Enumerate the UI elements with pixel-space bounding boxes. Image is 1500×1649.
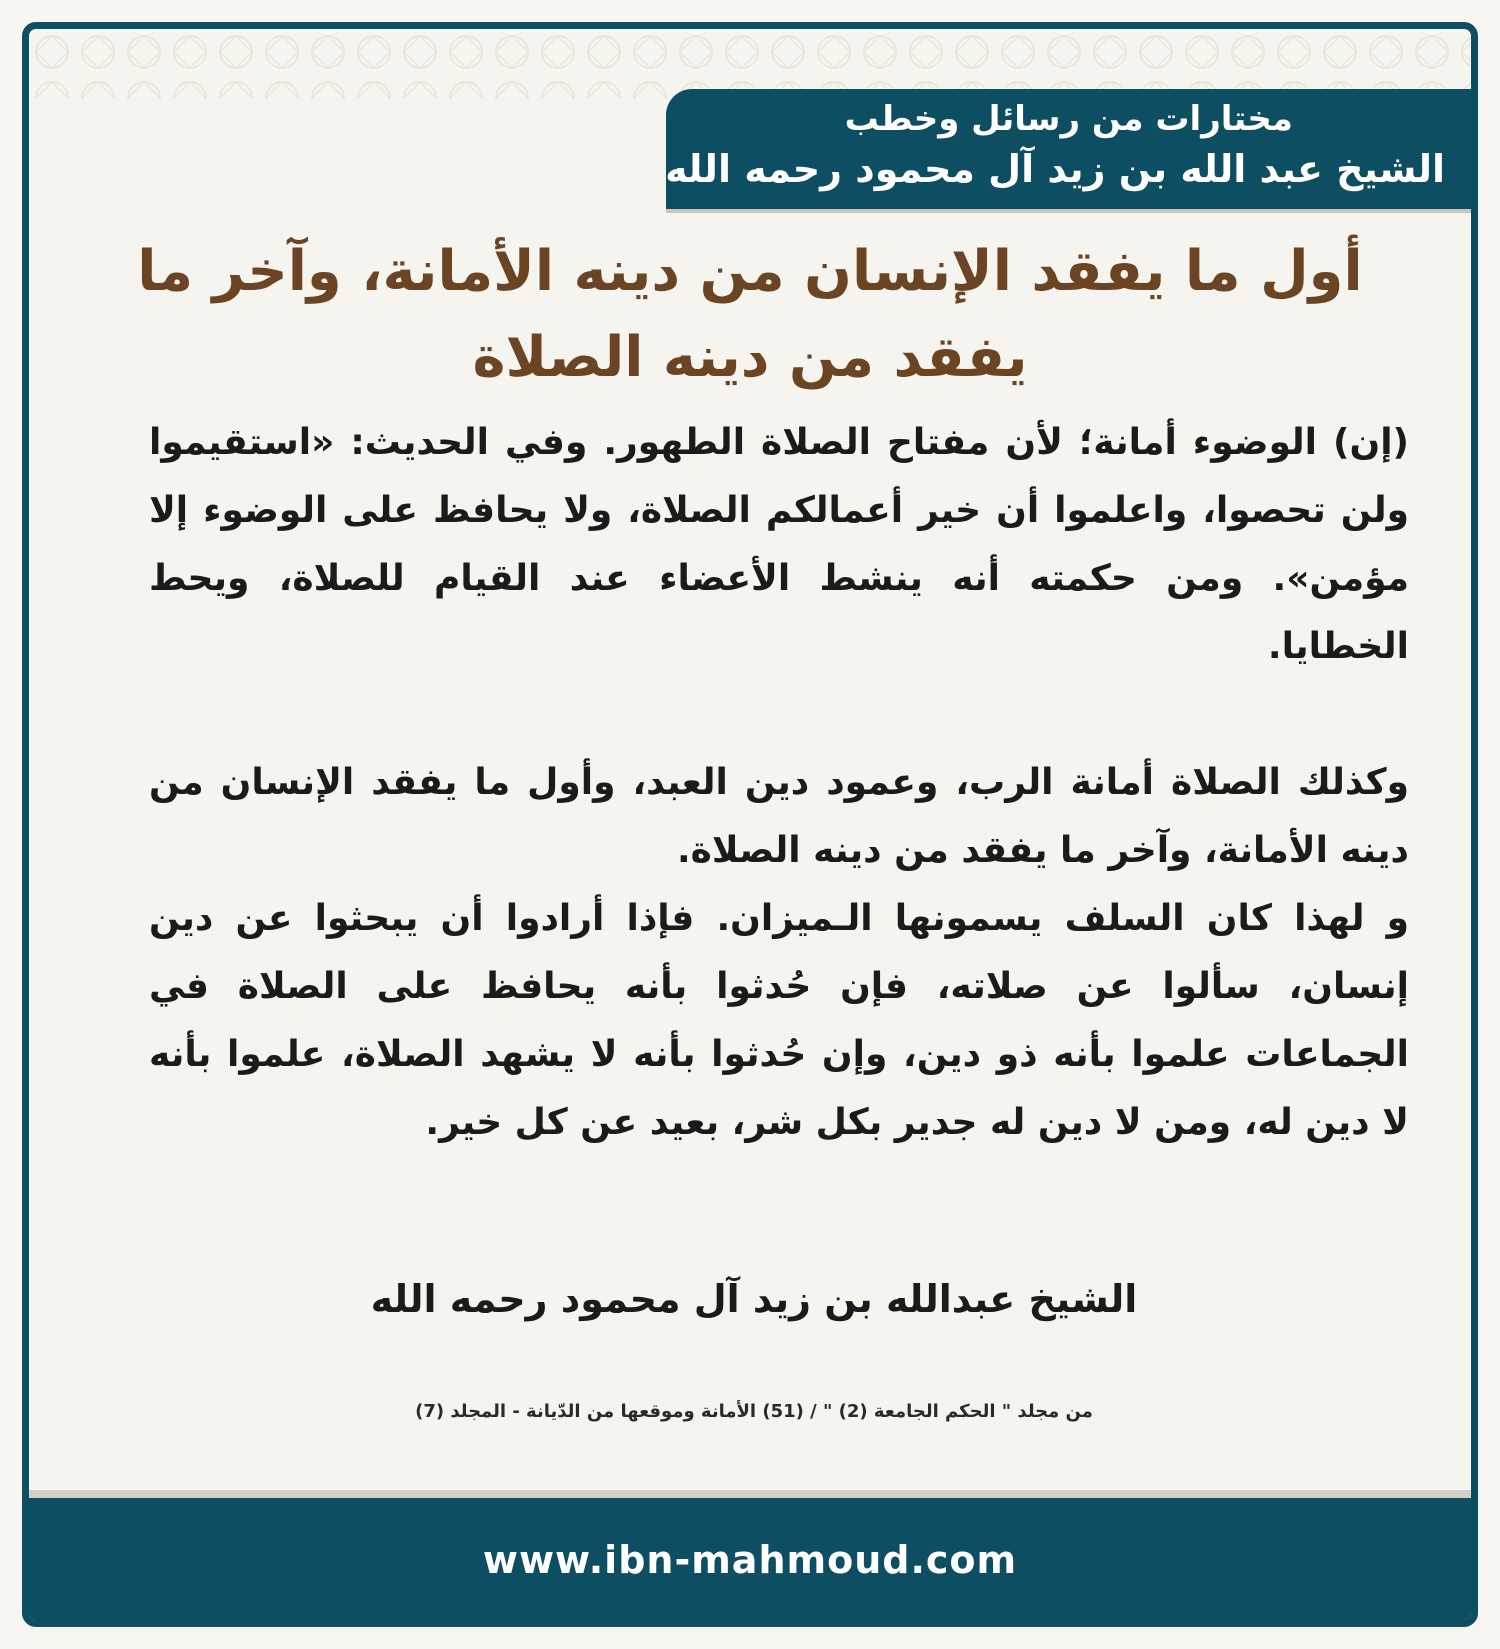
source-citation: من مجلد " الحكم الجامعة (2) " / (51) الأمانة وموقعها من الدّيانة - المجلد (7)	[415, 1401, 1093, 1422]
signature: الشيخ عبدالله بن زيد آل محمود رحمه الله	[370, 1277, 1138, 1321]
footer-divider	[29, 1490, 1471, 1498]
website-link[interactable]: www.ibn-mahmoud.com	[482, 1538, 1018, 1582]
body-paragraph-3: و لهذا كان السلف يسمونها الـميزان. فإذا أرادوا أن يبحثوا عن دين إنسان، سألوا عن صلاته، فإن حُدثوا بأنه يحافظ على الصلاة في الجماعات علموا بأنه ذو دين، وإن حُدثوا بأنه لا يشهد الصلاة، علموا بأنه لا دين له، ومن لا دين له جدير بكل شر، بعيد عن كل خير.	[149, 898, 1409, 1143]
header-author-name: الشيخ عبد الله بن زيد آل محمود رحمه الله	[665, 147, 1445, 191]
header-banner	[666, 89, 1471, 209]
body-paragraph-1: (إن) الوضوء أمانة؛ لأن مفتاح الصلاة الطهور. وفي الحديث: «استقيموا ولن تحصوا، واعلموا أن خير أعمالكم الصلاة، ولا يحافظ على الوضوء إلا مؤمن». ومن حكمته أنه ينشط الأعضاء عند القيام للصلاة، ويحط الخطايا.	[149, 422, 1409, 667]
card-frame	[22, 22, 1478, 1627]
article-title: أول ما يفقد الإنسان من دينه الأمانة، وآخر ما يفقد من دينه الصلاة	[137, 239, 1363, 390]
footer-bar	[29, 1498, 1471, 1620]
body-paragraph-2: وكذلك الصلاة أمانة الرب، وعمود دين العبد، وأول ما يفقد الإنسان من دينه الأمانة، وآخر ما يفقد من دينه الصلاة.	[149, 762, 1409, 871]
header-series-title: مختارات من رسائل وخطب	[844, 99, 1293, 139]
article-body	[149, 409, 1409, 1157]
